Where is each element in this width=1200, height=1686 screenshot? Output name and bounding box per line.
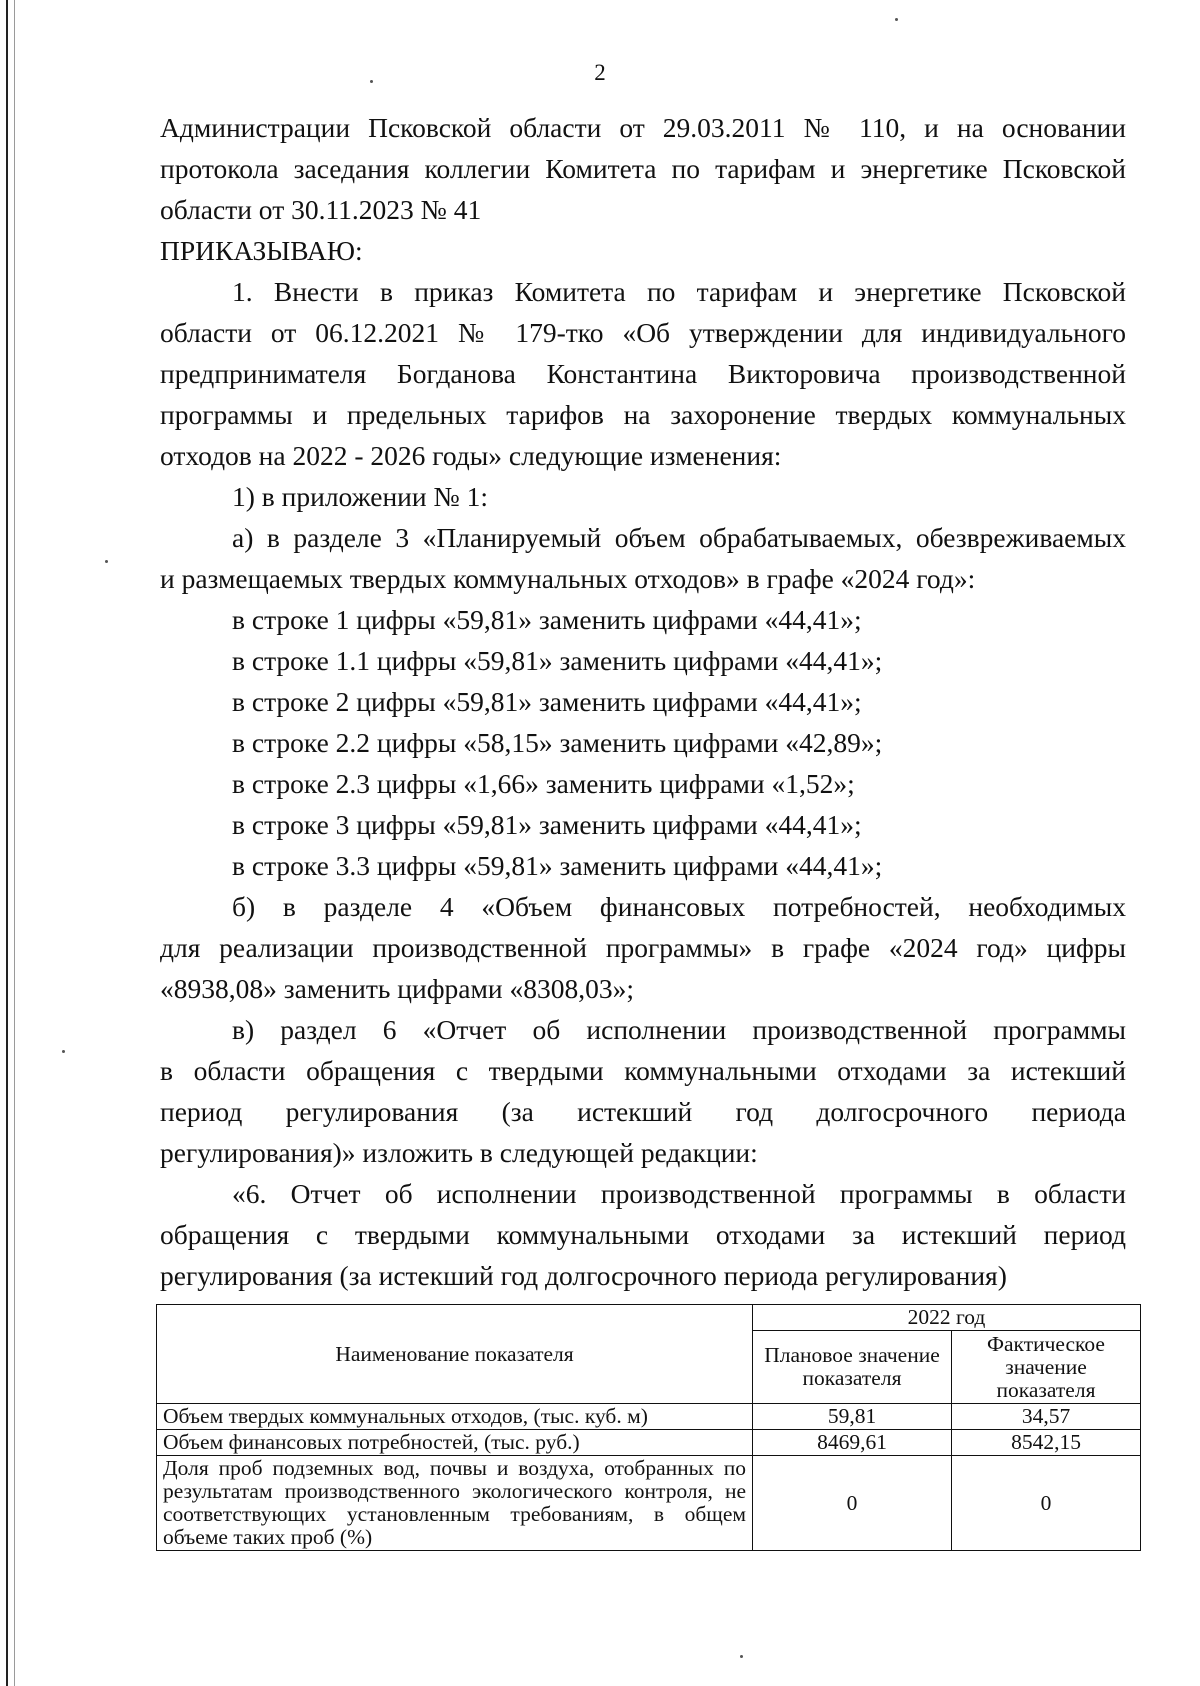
list-item: в строке 2.3 цифры «1,66» заменить цифрами «1,52»; [232,768,855,799]
table-row [157,1456,1141,1551]
row-name: Доля проб подземных вод, почвы и воздуха, отобранных по результатам производственного экологического контроля, не соответствующих установленным требованиям, в общем объеме таких проб (%) [157,1456,753,1551]
text-line: а) в разделе 3 «Планируемый объем обрабатываемых, обезвреживаемых [232,522,1126,553]
row-planned-value: 0 [753,1456,952,1551]
table-header-row [157,1305,1141,1331]
text-line: области от 30.11.2023 № 41 [160,194,482,225]
page-number: 2 [594,60,606,85]
text-line: Администрации Псковской области от 29.03.2011 № 110, и на основании [160,112,1126,143]
list-item: в строке 1.1 цифры «59,81» заменить цифрами «44,41»; [232,645,883,676]
sub-item-b [160,886,1126,1009]
table-row [157,1430,1141,1456]
scan-speck [105,560,108,563]
column-header-year: 2022 год [753,1305,1141,1331]
text-line: для реализации производственной программы» в графе «2024 год» цифры [160,932,1126,963]
list-item: в строке 1 цифры «59,81» заменить цифрами «44,41»; [232,604,862,635]
text-line: отходов на 2022 - 2026 годы» следующие изменения: [160,440,782,471]
row-planned-value: 59,81 [753,1404,952,1430]
intro-paragraph [160,107,1126,271]
text-line: и размещаемых твердых коммунальных отходов» в графе «2024 год»: [160,563,976,594]
scan-edge-shadow [14,0,15,1686]
order-word: ПРИКАЗЫВАЮ: [160,235,363,266]
list-item: в строке 3.3 цифры «59,81» заменить цифрами «44,41»; [232,850,883,881]
text-line: 1. Внести в приказ Комитета по тарифам и энергетике Псковской [232,276,1126,307]
sub-item-v [160,1009,1126,1173]
report-table [156,1304,1141,1551]
column-header-planned: Плановое значение показателя [753,1331,952,1404]
scan-speck [740,1655,743,1658]
sub-item-1: 1) в приложении № 1: [232,481,488,512]
text-line: обращения с твердыми коммунальными отходами за истекший период [160,1219,1126,1250]
text-line: «8938,08» заменить цифрами «8308,03»; [160,973,635,1004]
row-planned-value: 8469,61 [753,1430,952,1456]
scan-speck [370,80,373,83]
scan-speck [895,18,898,21]
scan-speck [62,1050,65,1053]
list-item: в строке 3 цифры «59,81» заменить цифрами «44,41»; [232,809,862,840]
row-actual-value: 34,57 [952,1404,1141,1430]
text-line: в) раздел 6 «Отчет об исполнении производственной программы [232,1014,1126,1045]
list-item: в строке 2.2 цифры «58,15» заменить цифрами «42,89»; [232,727,883,758]
text-line: б) в разделе 4 «Объем финансовых потребностей, необходимых [232,891,1126,922]
text-line: в области обращения с твердыми коммунальными отходами за истекший [160,1055,1126,1086]
text-line: регулирования (за истекший год долгосрочного периода регулирования) [160,1260,1007,1291]
text-line: области от 06.12.2021 № 179-тко «Об утверждении для индивидуального [160,317,1126,348]
row-actual-value: 8542,15 [952,1430,1141,1456]
list-item: в строке 2 цифры «59,81» заменить цифрами «44,41»; [232,686,862,717]
text-line: регулирования)» изложить в следующей редакции: [160,1137,758,1168]
row-actual-value: 0 [952,1456,1141,1551]
text-line: предпринимателя Богданова Константина Викторовича производственной [160,358,1126,389]
row-name: Объем твердых коммунальных отходов, (тыс. куб. м) [157,1404,753,1430]
text-line: «6. Отчет об исполнении производственной программы в области [232,1178,1126,1209]
column-header-actual: Фактическое значение показателя [952,1331,1141,1404]
text-line: программы и предельных тарифов на захоронение твердых коммунальных [160,399,1126,430]
row-name: Объем финансовых потребностей, (тыс. руб.) [157,1430,753,1456]
column-header-indicator: Наименование показателя [157,1305,753,1404]
text-line: протокола заседания коллегии Комитета по тарифам и энергетике Псковской [160,153,1126,184]
text-line: период регулирования (за истекший год долгосрочного периода [160,1096,1126,1127]
item-1-paragraph [160,271,1126,599]
section-6-heading [160,1173,1126,1296]
scan-edge-line [6,0,8,1686]
row-changes-list [160,599,1126,886]
table-row [157,1404,1141,1430]
